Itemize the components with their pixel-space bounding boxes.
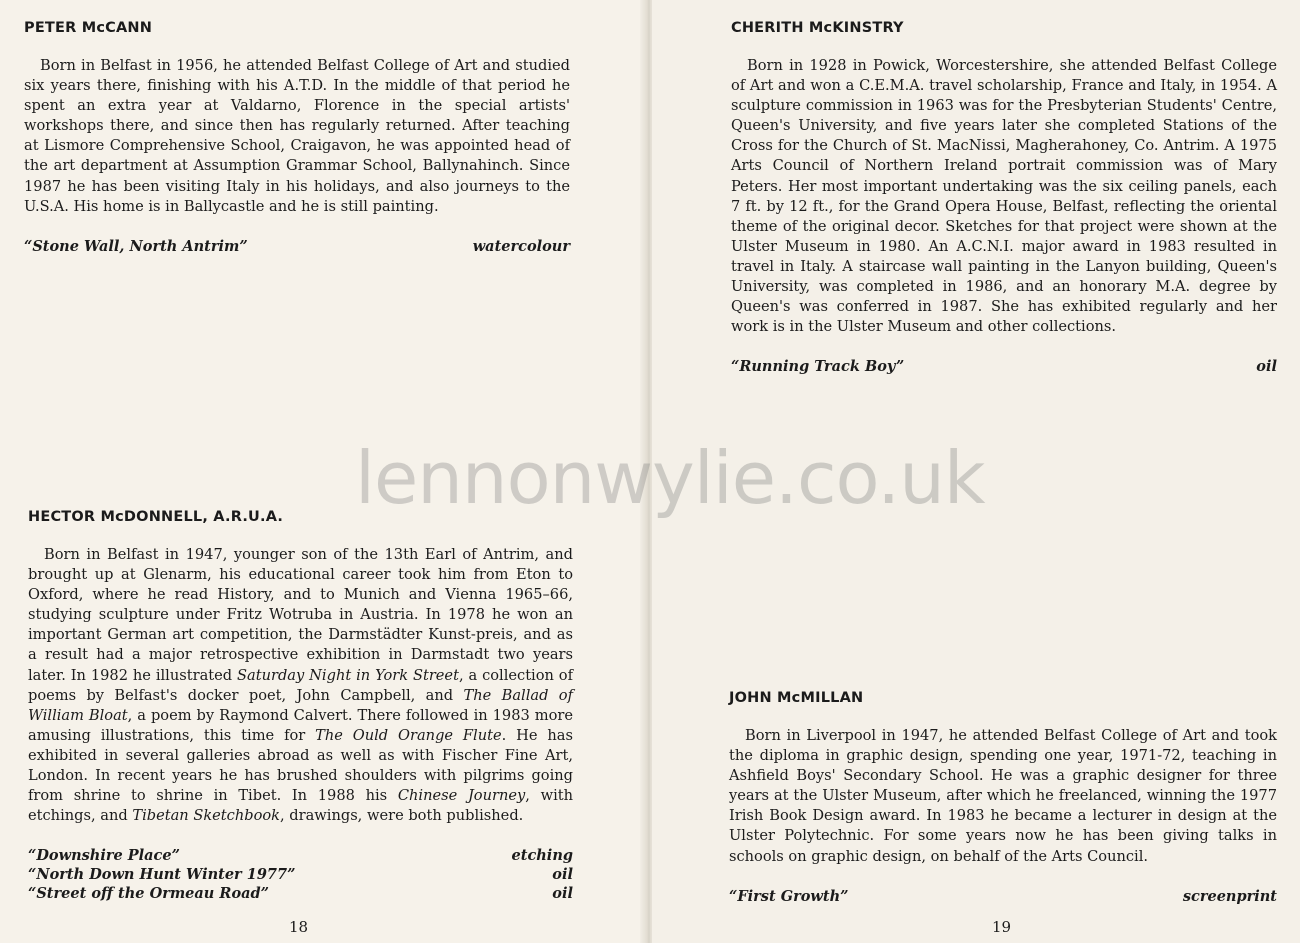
bio-text: Born in Belfast in 1947, younger son of the 13th Earl of Antrim, and brought up at Glenarm, his educational career took him from Eton to Oxford, where he read History, and to Munich and Vienna 1965–66, studying sculpture under Fritz Wotruba in Austria. In 1978 he won an important German art competition, the Darmstädter Kunst-preis, and as a result had a major retrospective exhibition in Darmstadt two years later. In 1982 he illustrated <box>28 546 573 684</box>
artist-bio: Born in 1928 in Powick, Worcestershire, she attended Belfast College of Art and won a C.E.M.A. travel scholarship, France and Italy, in 1954. A sculpture commission in 1963 was for the Presbyterian Students' Centre, Queen's University, and five years later she completed Stations of the Cross for the Church of St. MacNissi, Magherahoney, Co. Antrim. A 1975 Arts Council of Northern Ireland portrait commission was of Mary Peters. Her most important undertaking was the six ceiling panels, each 7 ft. by 12 ft., for the Grand Opera House, Belfast, reflecting the oriental theme of the original decor. Sketches for that project were shown at the Ulster Museum in 1980. An A.C.N.I. major award in 1983 resulted in travel in Italy. A staircase wall painting in the Lanyon building, Queen's University, was completed in 1986, and an honorary M.A. degree by Queen's was conferred in 1987. She has exhibited regularly and her work is in the Ulster Museum and other collections. <box>731 57 1277 336</box>
artist-bio: Born in Liverpool in 1947, he attended Belfast College of Art and took the diploma in graphic design, spending one year, 1971-72, teaching in Ashfield Boys' Secondary School. He was a graphic designer for three years at the Ulster Museum, after which he freelanced, winning the 1977 Irish Book Design award. In 1983 he became a lecturer in design at the Ulster Polytechnic. For some years now he has been giving talks in schools on graphic design, on behalf of the Arts Council. <box>729 727 1277 865</box>
work-item <box>24 237 570 256</box>
book-title: The Ballad of William Bloat <box>28 686 573 724</box>
work-title: “North Down Hunt Winter 1977” <box>28 866 296 884</box>
work-item <box>28 865 573 884</box>
work-medium: watercolour <box>472 237 570 255</box>
artist-name: PETER McCANN <box>24 20 153 36</box>
work-item <box>729 887 1277 906</box>
page-number: 19 <box>992 918 1012 936</box>
work-medium: etching <box>511 847 573 865</box>
work-medium: screenprint <box>1182 887 1277 905</box>
watermark-text: lennonwylie.co.uk <box>355 436 985 520</box>
work-title: “Downshire Place” <box>28 847 180 865</box>
artist-bio: Born in Belfast in 1956, he attended Belfast College of Art and studied six years there, finishing with his A.T.D. In the middle of that period he spent an extra year at Valdarno, Florence in the special artists' workshops there, and since then has regularly returned. After teaching at Lismore Comprehensive School, Craigavon, he was appointed head of the art department at Assumption Grammar School, Ballynahinch. Since 1987 he has been visiting Italy in his holidays, and also journeys to the U.S.A. His home is in Ballycastle and he is still painting. <box>24 57 570 215</box>
book-title: Saturday Night in York Street <box>237 666 459 684</box>
bio-text: , drawings, were both published. <box>280 807 524 825</box>
bio-text: , with etchings, and <box>28 787 574 825</box>
work-medium: oil <box>552 885 573 903</box>
work-title: “Running Track Boy” <box>731 358 905 376</box>
work-item <box>28 846 573 865</box>
bio-text: . He has exhibited in several galleries abroad as well as with Fischer Fine Art, London. In recent years he has brushed shoulders with pilgrims going from shrine to shrine in Tibet. In 1988 his <box>28 726 573 805</box>
work-item <box>28 884 573 903</box>
artist-entry-hector-mcdonnell <box>28 509 573 903</box>
work-medium: oil <box>552 866 573 884</box>
works-list <box>24 237 570 256</box>
works-list <box>731 357 1277 376</box>
work-medium: oil <box>1256 358 1277 376</box>
work-title: “Street off the Ormeau Road” <box>28 885 269 903</box>
work-item <box>731 357 1277 376</box>
book-title: The Ould Orange Flute <box>315 726 502 744</box>
bio-text: , a collection of poems by Belfast's docker poet, John Campbell, and <box>28 666 573 704</box>
book-title: Chinese Journey <box>397 787 526 805</box>
work-title: “First Growth” <box>729 887 849 905</box>
work-title: “Stone Wall, North Antrim” <box>24 237 248 255</box>
book-title: Tibetan Sketchbook <box>132 807 280 825</box>
artist-name: JOHN McMILLAN <box>729 690 864 706</box>
artist-name: CHERITH McKINSTRY <box>731 20 904 36</box>
artist-entry-peter-mccann <box>24 20 570 256</box>
works-list <box>729 887 1277 906</box>
page-number: 18 <box>289 918 309 936</box>
works-list <box>28 846 573 903</box>
artist-entry-cherith-mckinstry <box>731 20 1277 376</box>
artist-name: HECTOR McDONNELL, A.R.U.A. <box>28 509 284 525</box>
artist-bio <box>28 545 573 826</box>
artist-entry-john-mcmillan <box>729 690 1277 906</box>
bio-text: , a poem by Raymond Calvert. There followed in 1983 more amusing illustrations, this time for <box>28 706 573 744</box>
